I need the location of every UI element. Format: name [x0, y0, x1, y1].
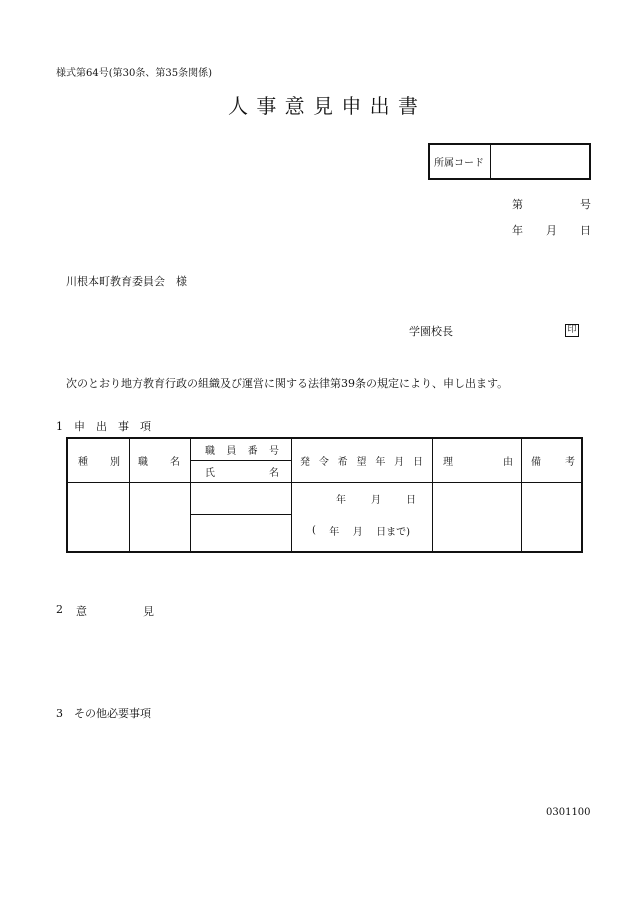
- section3-heading: 3 その他必要事項: [56, 707, 151, 720]
- header-staff-number-char: 番: [247, 446, 258, 457]
- header-type-char: 種: [78, 457, 88, 468]
- header-date-char: 年: [375, 457, 386, 468]
- header-position: [138, 439, 180, 482]
- header-date-char: 望: [356, 457, 367, 468]
- table-divider: [291, 439, 292, 551]
- header-staff-number-char: 号: [268, 446, 279, 457]
- form-number: 様式第64号(第30条、第35条関係): [56, 68, 212, 79]
- addressee: 川根本町教育委員会 様: [66, 275, 187, 288]
- title-char: 事: [256, 94, 277, 118]
- header-name-char: 名: [269, 468, 279, 479]
- document-title: [228, 90, 418, 118]
- date-value-line1: [336, 489, 416, 507]
- header-date-char: 令: [318, 457, 329, 468]
- statement: 次のとおり地方教育行政の組織及び運営に関する法律第39条の規定により、申し出ます。: [66, 377, 509, 390]
- header-date-char: 発: [300, 457, 310, 468]
- section2-heading-char: 見: [143, 605, 154, 618]
- header-remarks-char: 備: [531, 457, 541, 468]
- title-char: 意: [284, 94, 305, 118]
- section2-heading-char: 意: [76, 605, 87, 618]
- section2-number: 2: [56, 603, 63, 616]
- title-char: 見: [312, 94, 333, 118]
- date-day: 日: [580, 224, 591, 237]
- header-position-char: 職: [138, 457, 148, 468]
- affiliation-code-label: 所属コード: [430, 145, 491, 178]
- table-divider: [129, 439, 130, 551]
- header-remarks-char: 考: [565, 457, 575, 468]
- header-date-char: 希: [337, 457, 348, 468]
- date-year: 年: [512, 224, 523, 237]
- header-name: [205, 461, 279, 482]
- seal-mark: 印: [565, 324, 579, 337]
- application-table: [66, 437, 583, 553]
- header-staff-number: [205, 439, 279, 460]
- affiliation-code-box: [428, 143, 591, 180]
- header-staff-number-char: 職: [205, 446, 215, 457]
- header-bottom-rule: [68, 482, 581, 483]
- header-effective-date: [300, 439, 423, 482]
- footer-code: 0301100: [546, 807, 591, 818]
- table-divider: [190, 439, 191, 551]
- header-position-char: 名: [170, 457, 180, 468]
- header-staff-number-char: 員: [226, 446, 237, 457]
- header-remarks: [531, 439, 575, 482]
- date-value-line2: [312, 521, 410, 539]
- table-divider: [432, 439, 433, 551]
- title-char: 申: [341, 94, 362, 118]
- date-month: 月: [546, 224, 557, 237]
- header-name-char: 氏: [205, 468, 215, 479]
- header-reason-char: 理: [443, 457, 453, 468]
- date-value-char: 月: [352, 526, 363, 538]
- title-char: 人: [228, 94, 248, 118]
- date-value-char: 年: [336, 494, 346, 506]
- body-split-rule: [190, 514, 291, 515]
- date-value-char: 日まで): [376, 526, 410, 538]
- title-char: 書: [397, 94, 418, 118]
- header-date-char: 日: [412, 457, 423, 468]
- document-title-text: [228, 90, 418, 119]
- doc-number-dai: 第: [512, 198, 523, 211]
- date-value-char: 月: [371, 494, 381, 506]
- sender-title: 学園校長: [409, 325, 453, 338]
- header-reason: [443, 439, 513, 482]
- section1-heading: 1 申 出 事 項: [56, 420, 151, 433]
- affiliation-code-value[interactable]: [491, 145, 589, 178]
- date-value-char: 年: [329, 526, 340, 538]
- header-type-char: 別: [110, 457, 120, 468]
- table-divider: [521, 439, 522, 551]
- header-date-char: 月: [394, 457, 405, 468]
- date-value-char: 日: [406, 494, 416, 506]
- title-char: 出: [369, 94, 390, 118]
- date-value-char: (: [312, 524, 316, 536]
- header-type: [78, 439, 120, 482]
- doc-number-go: 号: [580, 198, 591, 211]
- header-reason-char: 由: [503, 457, 513, 468]
